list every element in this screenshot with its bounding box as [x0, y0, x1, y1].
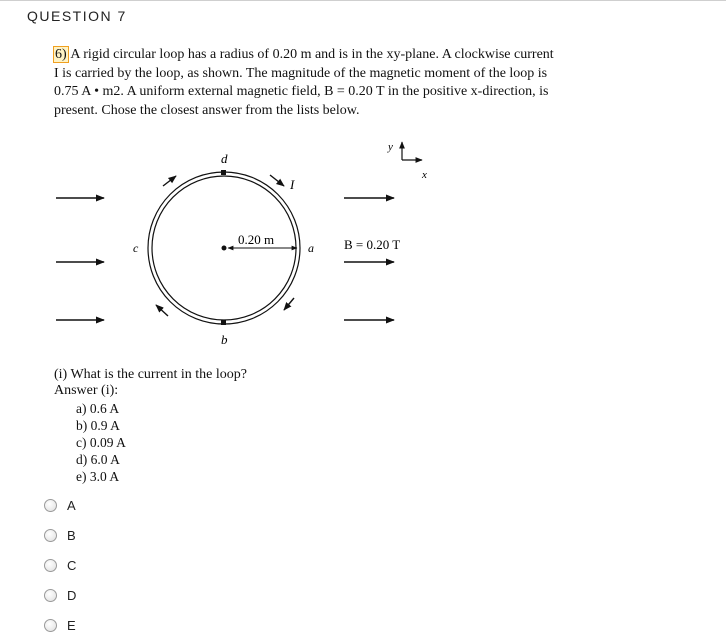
label-radius: 0.20 m: [238, 232, 275, 247]
point-d-marker: [221, 170, 226, 175]
current-arrow-top-left: [163, 176, 176, 186]
current-arrow-bottom-right: [284, 298, 294, 310]
label-c: c: [133, 241, 139, 255]
radio-d[interactable]: [44, 589, 57, 602]
option-b[interactable]: [44, 525, 76, 545]
option-c-label: C: [67, 557, 77, 573]
current-arrow-top-right: [270, 175, 284, 186]
stem-line-1: 6) A rigid circular loop has a radius of 0.20 m and is in the xy-plane. A clockwise current: [55, 47, 554, 62]
stem-line-2: I is carried by the loop, as shown. The magnitude of the magnetic moment of the loop is: [54, 65, 548, 81]
option-d-label: D: [67, 587, 77, 603]
label-b: b: [221, 332, 228, 347]
loop-figure: [0, 130, 726, 350]
point-b-marker: [221, 320, 226, 325]
radio-e[interactable]: [44, 619, 57, 632]
radio-a[interactable]: [44, 499, 57, 512]
question-heading: QUESTION 7: [27, 8, 127, 24]
current-arrow-bottom-left: [156, 305, 168, 316]
option-e-label: E: [67, 617, 76, 633]
option-c[interactable]: [44, 555, 76, 575]
radio-b[interactable]: [44, 529, 57, 542]
question-stem: [54, 46, 614, 120]
option-b-label: B: [67, 527, 76, 543]
choice-a: a) 0.6 A: [76, 401, 120, 416]
top-divider: [0, 0, 726, 1]
option-e[interactable]: [44, 615, 76, 635]
subquestion-prompt: (i) What is the current in the loop?: [54, 367, 247, 382]
answer-label: Answer (i):: [54, 383, 119, 398]
choice-c: c) 0.09 A: [76, 435, 126, 450]
label-current: I: [290, 177, 295, 192]
center-dot: [222, 246, 227, 251]
label-axis-x: x: [422, 169, 427, 181]
option-a-label: A: [67, 497, 76, 513]
choice-d: d) 6.0 A: [76, 452, 120, 467]
stem-line-4: present. Chose the closest answer from the lists below.: [54, 102, 360, 118]
stem-line-3: 0.75 A • m2. A uniform external magnetic field, B = 0.20 T in the positive x-direction, is: [54, 84, 549, 99]
radio-c[interactable]: [44, 559, 57, 572]
label-axis-y: y: [388, 141, 393, 153]
label-field: B = 0.20 T: [344, 237, 401, 252]
label-a: a: [308, 241, 314, 255]
question-number: 6): [55, 47, 67, 62]
label-d: d: [221, 151, 228, 166]
choice-list: [76, 400, 126, 485]
option-d[interactable]: [44, 585, 76, 605]
choice-b: b) 0.9 A: [76, 418, 120, 433]
choice-e: e) 3.0 A: [76, 469, 120, 484]
option-a[interactable]: [44, 495, 76, 515]
